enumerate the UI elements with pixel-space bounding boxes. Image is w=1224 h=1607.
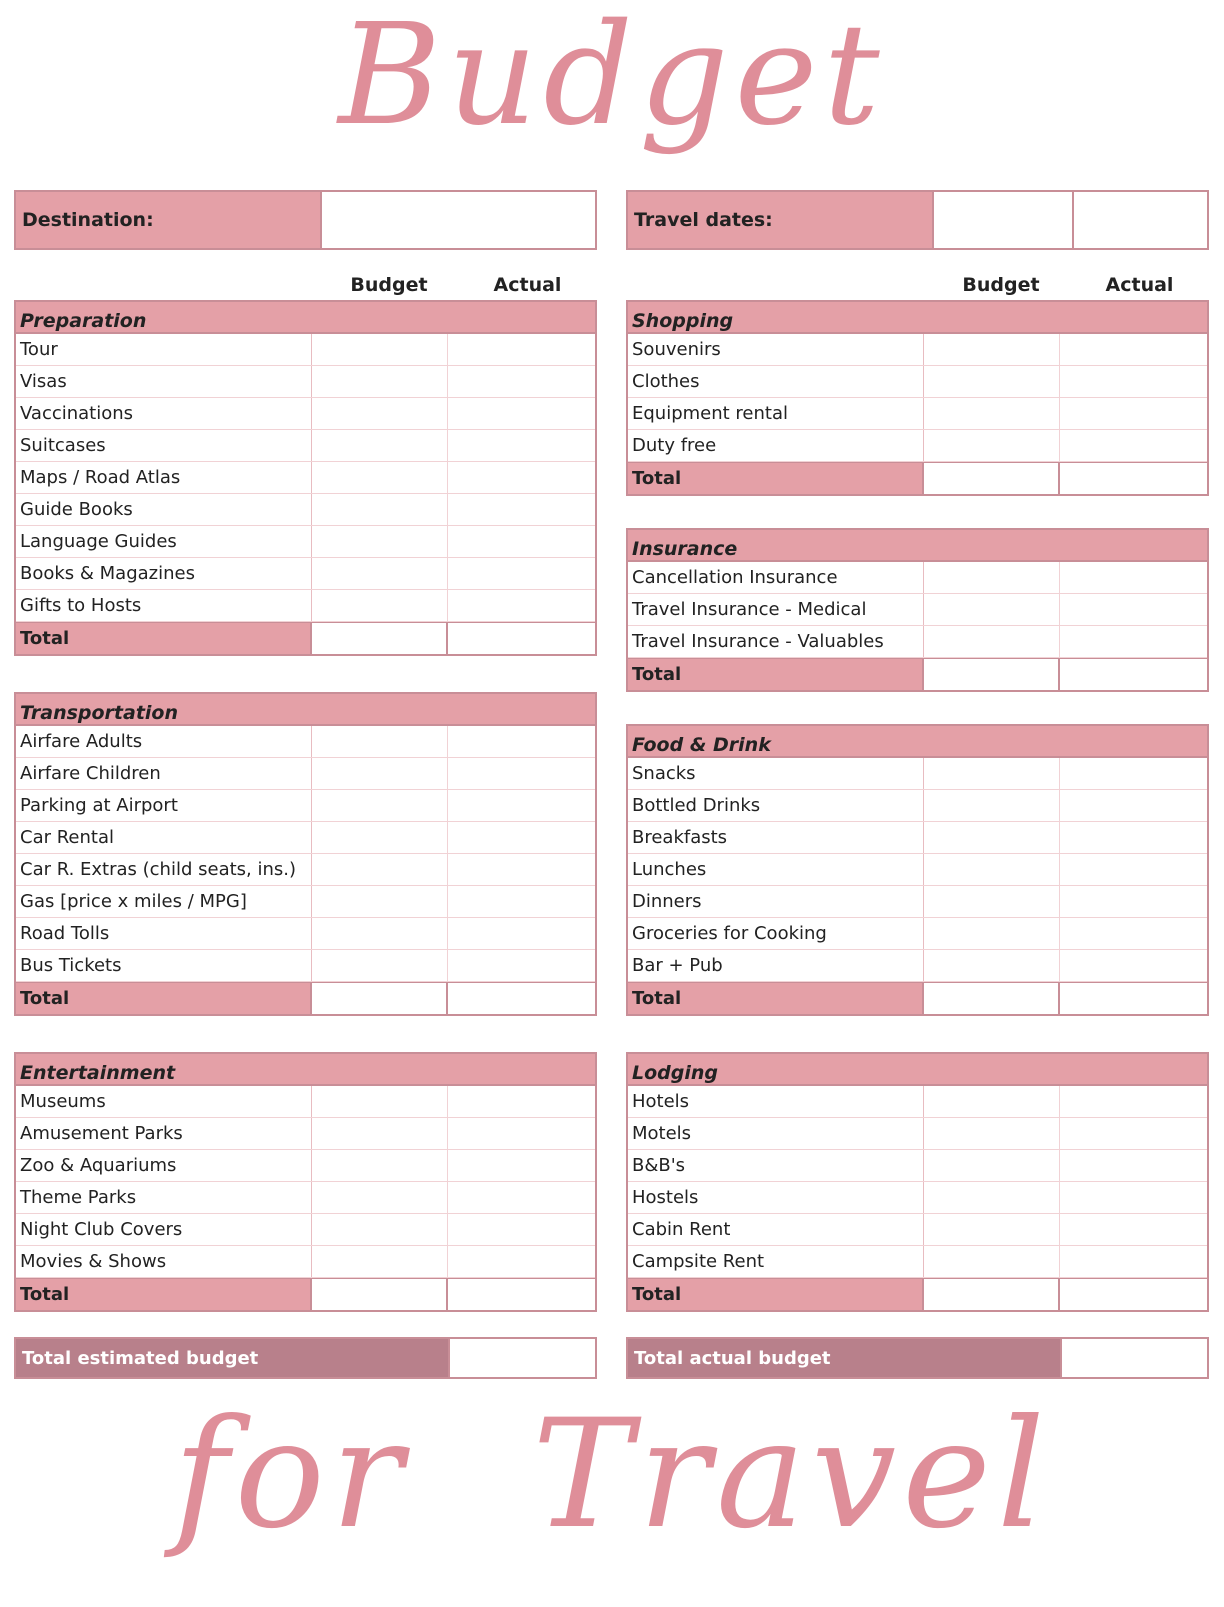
budget-total-cell[interactable]: [924, 463, 1060, 494]
item-label: Travel Insurance - Valuables: [628, 626, 924, 657]
item-list: [16, 1086, 595, 1278]
section-transportation: [14, 692, 597, 1016]
section-title: Transportation: [16, 694, 595, 726]
section-shopping: [626, 300, 1209, 496]
item-row: [16, 1214, 595, 1246]
item-label: Tour: [16, 334, 312, 365]
travel-dates-header: [626, 190, 1209, 250]
budget-cell[interactable]: [924, 366, 1060, 397]
budget-cell[interactable]: [312, 366, 448, 397]
actual-cell[interactable]: [1060, 1150, 1207, 1181]
budget-cell[interactable]: [312, 726, 448, 757]
actual-cell[interactable]: [448, 918, 595, 949]
budget-cell[interactable]: [312, 950, 448, 981]
actual-cell[interactable]: [1060, 626, 1207, 657]
budget-column-header: Budget: [350, 274, 428, 296]
actual-cell[interactable]: [448, 822, 595, 853]
actual-column-header: Actual: [493, 274, 562, 296]
actual-cell[interactable]: [448, 854, 595, 885]
item-label: Movies & Shows: [16, 1246, 312, 1277]
budget-cell[interactable]: [312, 1118, 448, 1149]
actual-total-cell[interactable]: [1060, 463, 1207, 494]
item-row: [628, 1086, 1207, 1118]
item-row: [628, 854, 1207, 886]
actual-cell[interactable]: [1060, 1182, 1207, 1213]
actual-cell[interactable]: [1060, 1086, 1207, 1117]
page-title: Budget: [338, 0, 886, 157]
budget-cell[interactable]: [924, 562, 1060, 593]
budget-cell[interactable]: [312, 1150, 448, 1181]
budget-total-cell[interactable]: [924, 1279, 1060, 1310]
total-label: Total: [16, 623, 312, 654]
actual-cell[interactable]: [1060, 1246, 1207, 1277]
budget-cell[interactable]: [924, 822, 1060, 853]
budget-total-cell[interactable]: [924, 983, 1060, 1014]
total-actual-budget-row: [626, 1337, 1209, 1379]
total-estimated-budget-row: [14, 1337, 597, 1379]
total-estimated-budget-label: Total estimated budget: [16, 1339, 448, 1377]
budget-column-header: Budget: [962, 274, 1040, 296]
budget-cell[interactable]: [924, 594, 1060, 625]
item-label: Cancellation Insurance: [628, 562, 924, 593]
budget-cell[interactable]: [924, 1086, 1060, 1117]
actual-cell[interactable]: [448, 558, 595, 589]
actual-cell[interactable]: [448, 462, 595, 493]
section-title: Lodging: [628, 1054, 1207, 1086]
total-row: [628, 462, 1207, 494]
item-row: [628, 626, 1207, 658]
item-row: [16, 398, 595, 430]
item-label: Clothes: [628, 366, 924, 397]
destination-label: Destination:: [16, 192, 322, 248]
total-row: [628, 658, 1207, 690]
item-list: [628, 1086, 1207, 1278]
actual-cell[interactable]: [448, 886, 595, 917]
item-row: [16, 526, 595, 558]
budget-cell[interactable]: [924, 950, 1060, 981]
actual-cell[interactable]: [1060, 430, 1207, 461]
total-actual-budget-field[interactable]: [1060, 1339, 1207, 1377]
budget-cell[interactable]: [312, 1086, 448, 1117]
item-label: Dinners: [628, 886, 924, 917]
actual-cell[interactable]: [448, 758, 595, 789]
section-lodging: [626, 1052, 1209, 1312]
actual-cell[interactable]: [448, 1246, 595, 1277]
total-row: [628, 1278, 1207, 1310]
budget-cell[interactable]: [924, 1214, 1060, 1245]
actual-cell[interactable]: [448, 1182, 595, 1213]
item-label: Maps / Road Atlas: [16, 462, 312, 493]
budget-cell[interactable]: [924, 1246, 1060, 1277]
item-row: [16, 854, 595, 886]
destination-header: [14, 190, 597, 250]
section-title: Food & Drink: [628, 726, 1207, 758]
item-row: [16, 1150, 595, 1182]
item-row: [16, 494, 595, 526]
item-label: Car Rental: [16, 822, 312, 853]
total-estimated-budget-field[interactable]: [448, 1339, 595, 1377]
total-label: Total: [628, 463, 924, 494]
item-label: Books & Magazines: [16, 558, 312, 589]
section-insurance: [626, 528, 1209, 692]
budget-total-cell[interactable]: [924, 659, 1060, 690]
budget-total-cell[interactable]: [312, 1279, 448, 1310]
item-label: Language Guides: [16, 526, 312, 557]
item-row: [16, 726, 595, 758]
budget-cell[interactable]: [312, 886, 448, 917]
actual-cell[interactable]: [1060, 1118, 1207, 1149]
actual-cell[interactable]: [1060, 886, 1207, 917]
item-label: Suitcases: [16, 430, 312, 461]
item-row: [628, 886, 1207, 918]
actual-column-header: Actual: [1105, 274, 1174, 296]
item-label: Groceries for Cooking: [628, 918, 924, 949]
budget-cell[interactable]: [312, 918, 448, 949]
total-row: [16, 1278, 595, 1310]
actual-cell[interactable]: [1060, 398, 1207, 429]
item-label: Cabin Rent: [628, 1214, 924, 1245]
item-label: Equipment rental: [628, 398, 924, 429]
section-entertainment: [14, 1052, 597, 1312]
actual-cell[interactable]: [1060, 334, 1207, 365]
item-label: Breakfasts: [628, 822, 924, 853]
item-row: [16, 886, 595, 918]
section-preparation: [14, 300, 597, 656]
budget-cell[interactable]: [312, 758, 448, 789]
item-list: [16, 334, 595, 622]
budget-cell[interactable]: [924, 1150, 1060, 1181]
right-column-headers: [626, 274, 1209, 300]
budget-cell[interactable]: [312, 430, 448, 461]
total-actual-budget-label: Total actual budget: [628, 1339, 1060, 1377]
item-row: [628, 1118, 1207, 1150]
actual-cell[interactable]: [448, 1214, 595, 1245]
item-label: Amusement Parks: [16, 1118, 312, 1149]
budget-cell[interactable]: [312, 1214, 448, 1245]
total-label: Total: [628, 659, 924, 690]
item-row: [16, 590, 595, 622]
item-label: Motels: [628, 1118, 924, 1149]
actual-cell[interactable]: [448, 726, 595, 757]
actual-cell[interactable]: [1060, 562, 1207, 593]
budget-cell[interactable]: [924, 1118, 1060, 1149]
item-row: [628, 430, 1207, 462]
budget-cell[interactable]: [312, 558, 448, 589]
budget-cell[interactable]: [924, 790, 1060, 821]
total-row: [16, 982, 595, 1014]
actual-cell[interactable]: [448, 950, 595, 981]
actual-cell[interactable]: [1060, 594, 1207, 625]
budget-cell[interactable]: [924, 918, 1060, 949]
actual-total-cell[interactable]: [1060, 983, 1207, 1014]
item-label: Bottled Drinks: [628, 790, 924, 821]
item-label: Hotels: [628, 1086, 924, 1117]
actual-cell[interactable]: [448, 334, 595, 365]
item-row: [628, 918, 1207, 950]
total-row: [628, 982, 1207, 1014]
section-title: Entertainment: [16, 1054, 595, 1086]
item-label: Duty free: [628, 430, 924, 461]
destination-field[interactable]: [322, 192, 595, 248]
item-label: Hostels: [628, 1182, 924, 1213]
actual-total-cell[interactable]: [1060, 659, 1207, 690]
item-label: Parking at Airport: [16, 790, 312, 821]
budget-cell[interactable]: [312, 462, 448, 493]
item-label: Bar + Pub: [628, 950, 924, 981]
item-label: Souvenirs: [628, 334, 924, 365]
item-row: [16, 558, 595, 590]
item-label: Bus Tickets: [16, 950, 312, 981]
item-label: Theme Parks: [16, 1182, 312, 1213]
item-label: Road Tolls: [16, 918, 312, 949]
budget-cell[interactable]: [312, 590, 448, 621]
item-label: Gas [price x miles / MPG]: [16, 886, 312, 917]
item-row: [628, 758, 1207, 790]
section-title: Insurance: [628, 530, 1207, 562]
item-row: [628, 1150, 1207, 1182]
item-row: [16, 758, 595, 790]
budget-cell[interactable]: [312, 822, 448, 853]
budget-cell[interactable]: [312, 526, 448, 557]
budget-cell[interactable]: [924, 398, 1060, 429]
item-list: [16, 726, 595, 982]
budget-cell[interactable]: [312, 1246, 448, 1277]
actual-cell[interactable]: [448, 430, 595, 461]
budget-cell[interactable]: [312, 1182, 448, 1213]
item-label: Travel Insurance - Medical: [628, 594, 924, 625]
item-label: Visas: [16, 366, 312, 397]
budget-cell[interactable]: [924, 854, 1060, 885]
actual-cell[interactable]: [1060, 822, 1207, 853]
item-row: [628, 1214, 1207, 1246]
travel-start-date-field[interactable]: [934, 192, 1072, 248]
item-row: [628, 334, 1207, 366]
item-row: [628, 562, 1207, 594]
actual-cell[interactable]: [448, 790, 595, 821]
item-label: Gifts to Hosts: [16, 590, 312, 621]
total-label: Total: [16, 983, 312, 1014]
total-label: Total: [16, 1279, 312, 1310]
item-row: [628, 398, 1207, 430]
item-row: [16, 918, 595, 950]
actual-cell[interactable]: [448, 366, 595, 397]
item-row: [628, 822, 1207, 854]
actual-total-cell[interactable]: [448, 983, 595, 1014]
item-row: [16, 1182, 595, 1214]
actual-cell[interactable]: [1060, 918, 1207, 949]
item-row: [16, 462, 595, 494]
item-row: [628, 1182, 1207, 1214]
item-row: [628, 790, 1207, 822]
actual-cell[interactable]: [448, 494, 595, 525]
item-label: Museums: [16, 1086, 312, 1117]
item-label: Airfare Adults: [16, 726, 312, 757]
actual-cell[interactable]: [448, 526, 595, 557]
total-row: [16, 622, 595, 654]
budget-cell[interactable]: [924, 1182, 1060, 1213]
item-row: [16, 822, 595, 854]
item-row: [628, 1246, 1207, 1278]
item-list: [628, 562, 1207, 658]
item-row: [16, 430, 595, 462]
item-label: Car R. Extras (child seats, ins.): [16, 854, 312, 885]
actual-cell[interactable]: [448, 1118, 595, 1149]
actual-cell[interactable]: [1060, 950, 1207, 981]
budget-total-cell[interactable]: [312, 983, 448, 1014]
page-subtitle: for Travel: [173, 1388, 1051, 1562]
budget-total-cell[interactable]: [312, 623, 448, 654]
section-food-drink: [626, 724, 1209, 1016]
budget-cell[interactable]: [924, 758, 1060, 789]
item-row: [628, 950, 1207, 982]
actual-cell[interactable]: [448, 1086, 595, 1117]
budget-cell[interactable]: [924, 430, 1060, 461]
budget-cell[interactable]: [924, 334, 1060, 365]
item-label: Zoo & Aquariums: [16, 1150, 312, 1181]
item-row: [628, 594, 1207, 626]
left-column-headers: [14, 274, 597, 300]
actual-cell[interactable]: [1060, 1214, 1207, 1245]
budget-cell[interactable]: [924, 626, 1060, 657]
item-row: [16, 366, 595, 398]
total-label: Total: [628, 983, 924, 1014]
item-row: [16, 950, 595, 982]
actual-cell[interactable]: [448, 590, 595, 621]
actual-cell[interactable]: [448, 398, 595, 429]
actual-cell[interactable]: [1060, 790, 1207, 821]
actual-cell[interactable]: [448, 1150, 595, 1181]
budget-cell[interactable]: [312, 790, 448, 821]
actual-total-cell[interactable]: [448, 1279, 595, 1310]
item-row: [628, 366, 1207, 398]
actual-cell[interactable]: [1060, 758, 1207, 789]
item-label: Night Club Covers: [16, 1214, 312, 1245]
item-label: Campsite Rent: [628, 1246, 924, 1277]
item-row: [16, 334, 595, 366]
actual-total-cell[interactable]: [1060, 1279, 1207, 1310]
budget-cell[interactable]: [312, 334, 448, 365]
actual-total-cell[interactable]: [448, 623, 595, 654]
item-row: [16, 1086, 595, 1118]
item-label: Vaccinations: [16, 398, 312, 429]
item-label: Guide Books: [16, 494, 312, 525]
item-list: [628, 758, 1207, 982]
item-label: Lunches: [628, 854, 924, 885]
item-label: Snacks: [628, 758, 924, 789]
budget-cell[interactable]: [312, 494, 448, 525]
item-row: [16, 790, 595, 822]
actual-cell[interactable]: [1060, 854, 1207, 885]
item-label: B&B's: [628, 1150, 924, 1181]
budget-cell[interactable]: [312, 398, 448, 429]
item-row: [16, 1118, 595, 1150]
budget-cell[interactable]: [924, 886, 1060, 917]
item-row: [16, 1246, 595, 1278]
travel-end-date-field[interactable]: [1072, 192, 1207, 248]
item-list: [628, 334, 1207, 462]
section-title: Shopping: [628, 302, 1207, 334]
section-title: Preparation: [16, 302, 595, 334]
total-label: Total: [628, 1279, 924, 1310]
travel-dates-label: Travel dates:: [628, 192, 934, 248]
actual-cell[interactable]: [1060, 366, 1207, 397]
item-label: Airfare Children: [16, 758, 312, 789]
budget-cell[interactable]: [312, 854, 448, 885]
